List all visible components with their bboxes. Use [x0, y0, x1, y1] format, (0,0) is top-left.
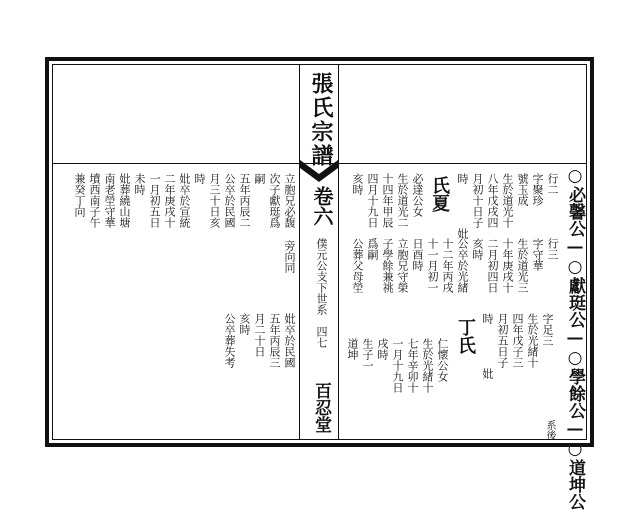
text-column: 亥時 — [238, 313, 251, 335]
text-column: 字守華 — [531, 238, 544, 271]
wife-name-ding: 丁氏 — [455, 318, 476, 354]
text-column: 十二年丙戌 — [441, 238, 454, 293]
text-column: 十年庚戌十 — [501, 238, 514, 293]
generation-header: ○必馨公—○獻珽公—○學餘公—○道坤公 — [565, 166, 585, 510]
text-column: 立胞兄守榮 — [396, 238, 409, 293]
text-column: 生於光緒十 — [421, 338, 434, 393]
text-column: 行二 — [546, 173, 559, 195]
text-column: 次子獻珽爲 — [268, 173, 281, 228]
spine-right-rule — [338, 64, 339, 440]
fishtail-mark — [300, 160, 338, 182]
text-column: 妣葬繞山塘 — [118, 173, 131, 228]
text-column: 一月十九日 — [391, 338, 404, 393]
section-label: 僕元公支下世系 四七 — [315, 238, 328, 348]
text-column: 月初五日子 — [496, 313, 509, 368]
text-column: 號玉成 — [516, 173, 529, 206]
hall-name: 百忍堂 — [311, 382, 331, 433]
text-column: 四月十九日 — [366, 173, 379, 228]
text-column: 生於光緒十 — [526, 313, 539, 368]
text-column: 爲嗣 — [366, 238, 379, 260]
generation-note: 系後 — [544, 420, 555, 440]
text-column: 兼癸丁向 — [73, 173, 86, 217]
text-column: 生於道光二 — [396, 173, 409, 228]
text-column: 生子一 — [361, 338, 374, 371]
text-column: 亥時 — [351, 173, 364, 195]
text-column: 月三十日亥 — [208, 173, 221, 228]
text-column: 旁向同 — [283, 240, 296, 273]
text-column: 公葬父母塋 — [351, 238, 364, 293]
text-column: 字足三 — [541, 313, 554, 346]
text-column: 字聚珍 — [531, 173, 544, 206]
text-column: 十一月初一 — [426, 238, 439, 293]
text-column: 未時 — [133, 173, 146, 195]
text-column: 五年丙辰二 — [238, 173, 251, 228]
text-column: 二月初四日 — [486, 238, 499, 293]
spine-left-rule — [299, 64, 300, 440]
text-column: 公卒於光緒 — [456, 238, 469, 293]
text-column: 嗣 — [253, 173, 266, 184]
text-column: 立胞兄必馥 — [283, 173, 296, 228]
wife-name-xia: 氏夏 — [429, 176, 450, 212]
text-column: 子學餘兼祧 — [381, 238, 394, 293]
text-column: 月二十日 — [253, 313, 266, 357]
text-column: 公卒葬失考 — [223, 313, 236, 368]
text-column: 行三 — [546, 238, 559, 260]
text-column: 五年丙辰三 — [268, 313, 281, 368]
text-column: 公卒於民國 — [223, 173, 236, 228]
text-column: 生於道光十 — [501, 173, 514, 228]
text-column: 時 妣 — [456, 173, 469, 239]
text-column: 南老塋守華 — [103, 173, 116, 228]
text-column: 妣卒於宣統 — [178, 173, 191, 228]
text-column: 必達公女 — [411, 173, 424, 217]
text-column: 墳西南子午 — [88, 173, 101, 228]
text-column: 時 — [193, 173, 206, 184]
text-column: 日酉時 — [411, 238, 424, 271]
text-column: 生於道光三 — [516, 238, 529, 293]
volume-label: 卷六 — [310, 186, 334, 226]
text-column: 二年庚戌十 — [163, 173, 176, 228]
text-column: 時 妣 — [481, 313, 494, 379]
text-column: 月初十日子 — [471, 173, 484, 228]
book-title: 張氏宗譜 — [308, 72, 334, 168]
text-column: 八年戊戌四 — [486, 173, 499, 228]
text-column: 亥時 — [471, 238, 484, 260]
text-column: 一月初五日 — [148, 173, 161, 228]
text-column: 七年辛卯十 — [406, 338, 419, 393]
text-column: 道坤 — [346, 338, 359, 360]
text-column: 四年戊子三 — [511, 313, 524, 368]
text-column: 妣卒於民國 — [283, 313, 296, 368]
text-column: 仁懷公女 — [436, 338, 449, 382]
text-column: 十四年甲辰 — [381, 173, 394, 228]
text-column: 戌時 — [376, 338, 389, 360]
